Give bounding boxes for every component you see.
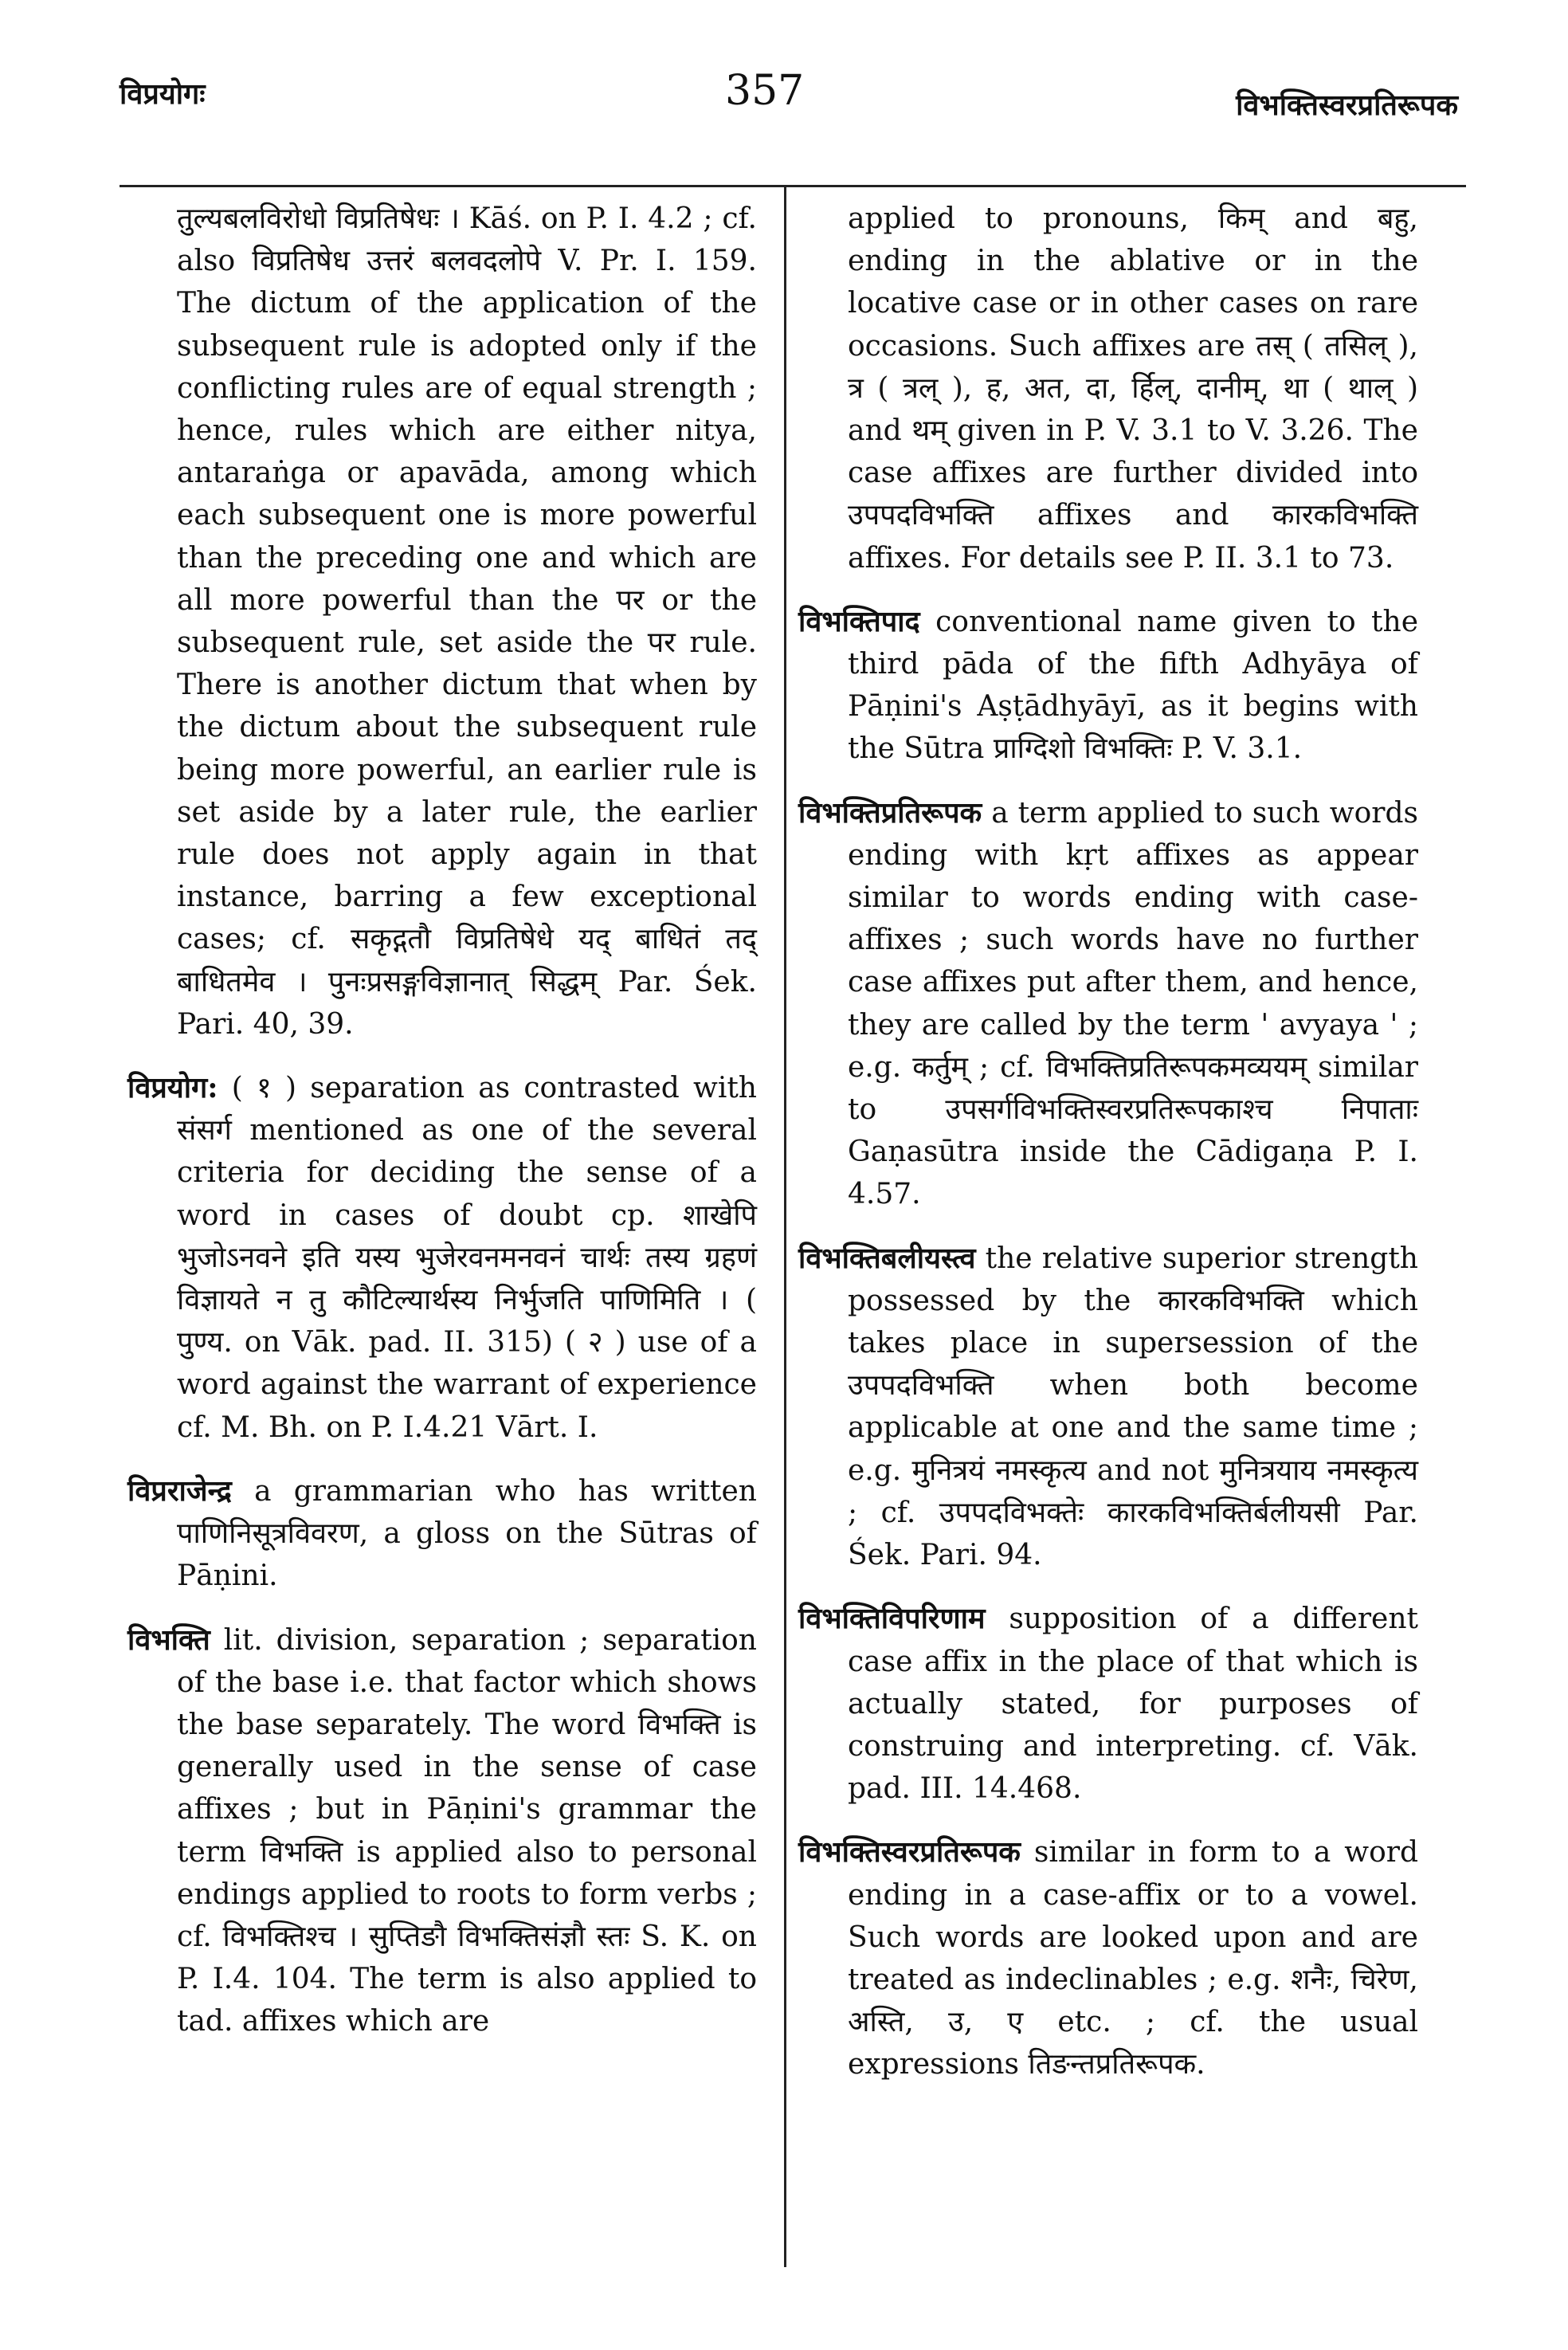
dictionary-entry bbox=[127, 1470, 757, 1598]
entry-text: ( १ ) separation as contrasted with संसर्ग mentioned as one of the several criteria for deciding the sense of a word in cases of doubt cp. शाखेपि भुजोऽनवने इति यस्य भुजेरवनमनवनं चार्थः तस्य ग्रहणं विज्ञायते न तु कौटिल्यार्थस्य निर्भुजति पाणिमिति । ( पुण्य. on Vāk. pad. II. 315) ( २ ) use of a word against the warrant of experience cf. M. Bh. on P. I.4.21 Vārt. I. bbox=[177, 1072, 757, 1444]
entry-headword: विप्रराजेन्द्र bbox=[127, 1473, 232, 1508]
dictionary-entry bbox=[798, 601, 1418, 771]
entry-text: a grammarian who has written पाणिनिसूत्रविवरण, a gloss on the Sūtras of Pāṇini. bbox=[177, 1474, 757, 1593]
dictionary-entry bbox=[127, 1067, 757, 1449]
entry-text: supposition of a different case affix in the place of that which is actually stated, for purposes of construing and interpreting. cf. Vāk. pad. III. 14.468. bbox=[848, 1603, 1418, 1806]
entry-text: applied to pronouns, किम् and बहु, ending in the ablative or in the locative case or in other cases on rare occasions. Such affixes are तस् ( तसिल् ), त्र ( त्रल् ), ह, अत, दा, र्हिल्, दानीम्, था ( थाल् ) and थम् given in P. V. 3.1 to V. 3.26. The case affixes are further divided into उपपदविभक्ति affixes and कारकविभक्ति affixes. For details see P. II. 3.1 to 73. bbox=[848, 202, 1418, 575]
header-right-catchword: विभक्तिस्वरप्रतिरूपक bbox=[1236, 88, 1458, 122]
entry-text: lit. division, separation ; separation of the base i.e. that factor which shows the base separately. The word विभक्ति is generally used in the sense of case affixes ; but in Pāṇini's grammar the term विभक्ति is applied also to personal endings applied to roots to form verbs ; cf. विभक्तिश्च । सुप्तिङौ विभक्तिसंज्ञौ स्तः S. K. on P. I.4. 104. The term is also applied to tad. affixes which are bbox=[177, 1623, 757, 2038]
dictionary-entry bbox=[798, 1238, 1418, 1577]
entry-text: तुल्यबलविरोधो विप्रतिषेधः । Kāś. on P. I. 4.2 ; cf. also विप्रतिषेध उत्तरं बलवदलोपे V. Pr. I. 159. The dictum of the application of the subsequent rule is adopted only if the conflicting rules are of equal strength ; hence, rules which are either nitya, antaraṅga or apavāda, among which each subsequent one is more powerful than the preceding one and which are all more powerful than the पर or the subsequent rule, set aside the पर rule. There is another dictum that when by the dictum about the subsequent rule being more powerful, an earlier rule is set aside by a later rule, the earlier rule does not apply again in that instance, barring a few exceptional cases; cf. सकृद्गतौ विप्रतिषेधे यद् बाधितं तद् बाधितमेव । पुनःप्रसङ्गविज्ञानात् सिद्धम् Par. Śek. Pari. 40, 39. bbox=[177, 202, 757, 1041]
entry-headword: विभक्तिस्वरप्रतिरूपक bbox=[798, 1835, 1021, 1869]
column-divider bbox=[784, 187, 786, 2267]
page-number: 357 bbox=[725, 67, 805, 115]
dictionary-entry bbox=[127, 1619, 757, 2043]
dictionary-entry bbox=[798, 792, 1418, 1216]
entry-headword: विप्रयोग: bbox=[127, 1071, 218, 1105]
entry-headword: विभक्तिविपरिणाम bbox=[798, 1602, 986, 1636]
page-header bbox=[120, 67, 1458, 137]
entry-text: a term applied to such words ending with kṛt affixes as appear similar to words ending with case-affixes ; such words have no further case affixes put after them, and hence, they are called by the term ' avyaya ' ; e.g. कर्तुम् ; cf. विभक्तिप्रतिरूपकमव्ययम् similar to उपसर्गविभक्तिस्वरप्रतिरूपकाश्च निपाताः Gaṇasūtra inside the Cādigaṇa P. I. 4.57. bbox=[848, 796, 1419, 1211]
header-rule bbox=[120, 185, 1466, 187]
dictionary-entry-continuation bbox=[798, 198, 1418, 579]
entry-text: similar in form to a word ending in a case-affix or to a vowel. Such words are looked upon and are treated as indeclinables ; e.g. शनैः, चिरेण, अस्ति, उ, ए etc. ; cf. the usual expressions तिङन्तप्रतिरूपक. bbox=[848, 1836, 1418, 2081]
dictionary-entry-continuation bbox=[127, 198, 757, 1046]
entry-text: the relative superior strength possessed by the कारकविभक्ति which takes place in supersession of the उपपदविभक्ति when both become applicable at one and the same time ; e.g. मुनित्रयं नमस्कृत्य and not मुनित्रयाय नमस्कृत्य ; cf. उपपदविभक्तेः कारकविभक्तिर्बलीयसी Par. Śek. Pari. 94. bbox=[848, 1242, 1418, 1572]
entry-headword: विभक्तिपाद bbox=[798, 604, 920, 638]
dictionary-entry bbox=[798, 1831, 1418, 2085]
entry-headword: विभक्तिप्रतिरूपक bbox=[798, 795, 982, 830]
entry-text: conventional name given to the third pāda of the fifth Adhyāya of Pāṇini's Aṣṭādhyāyī, as it begins with the Sūtra प्राग्दिशो विभक्तिः P. V. 3.1. bbox=[848, 605, 1418, 766]
entry-headword: विभक्तिबलीयस्त्व bbox=[798, 1241, 976, 1275]
left-column bbox=[127, 198, 757, 2065]
right-column bbox=[798, 198, 1418, 2108]
dictionary-entry bbox=[798, 1598, 1418, 1810]
header-left-catchword: विप्रयोगः bbox=[120, 77, 206, 111]
entry-headword: विभक्ति bbox=[127, 1622, 210, 1657]
